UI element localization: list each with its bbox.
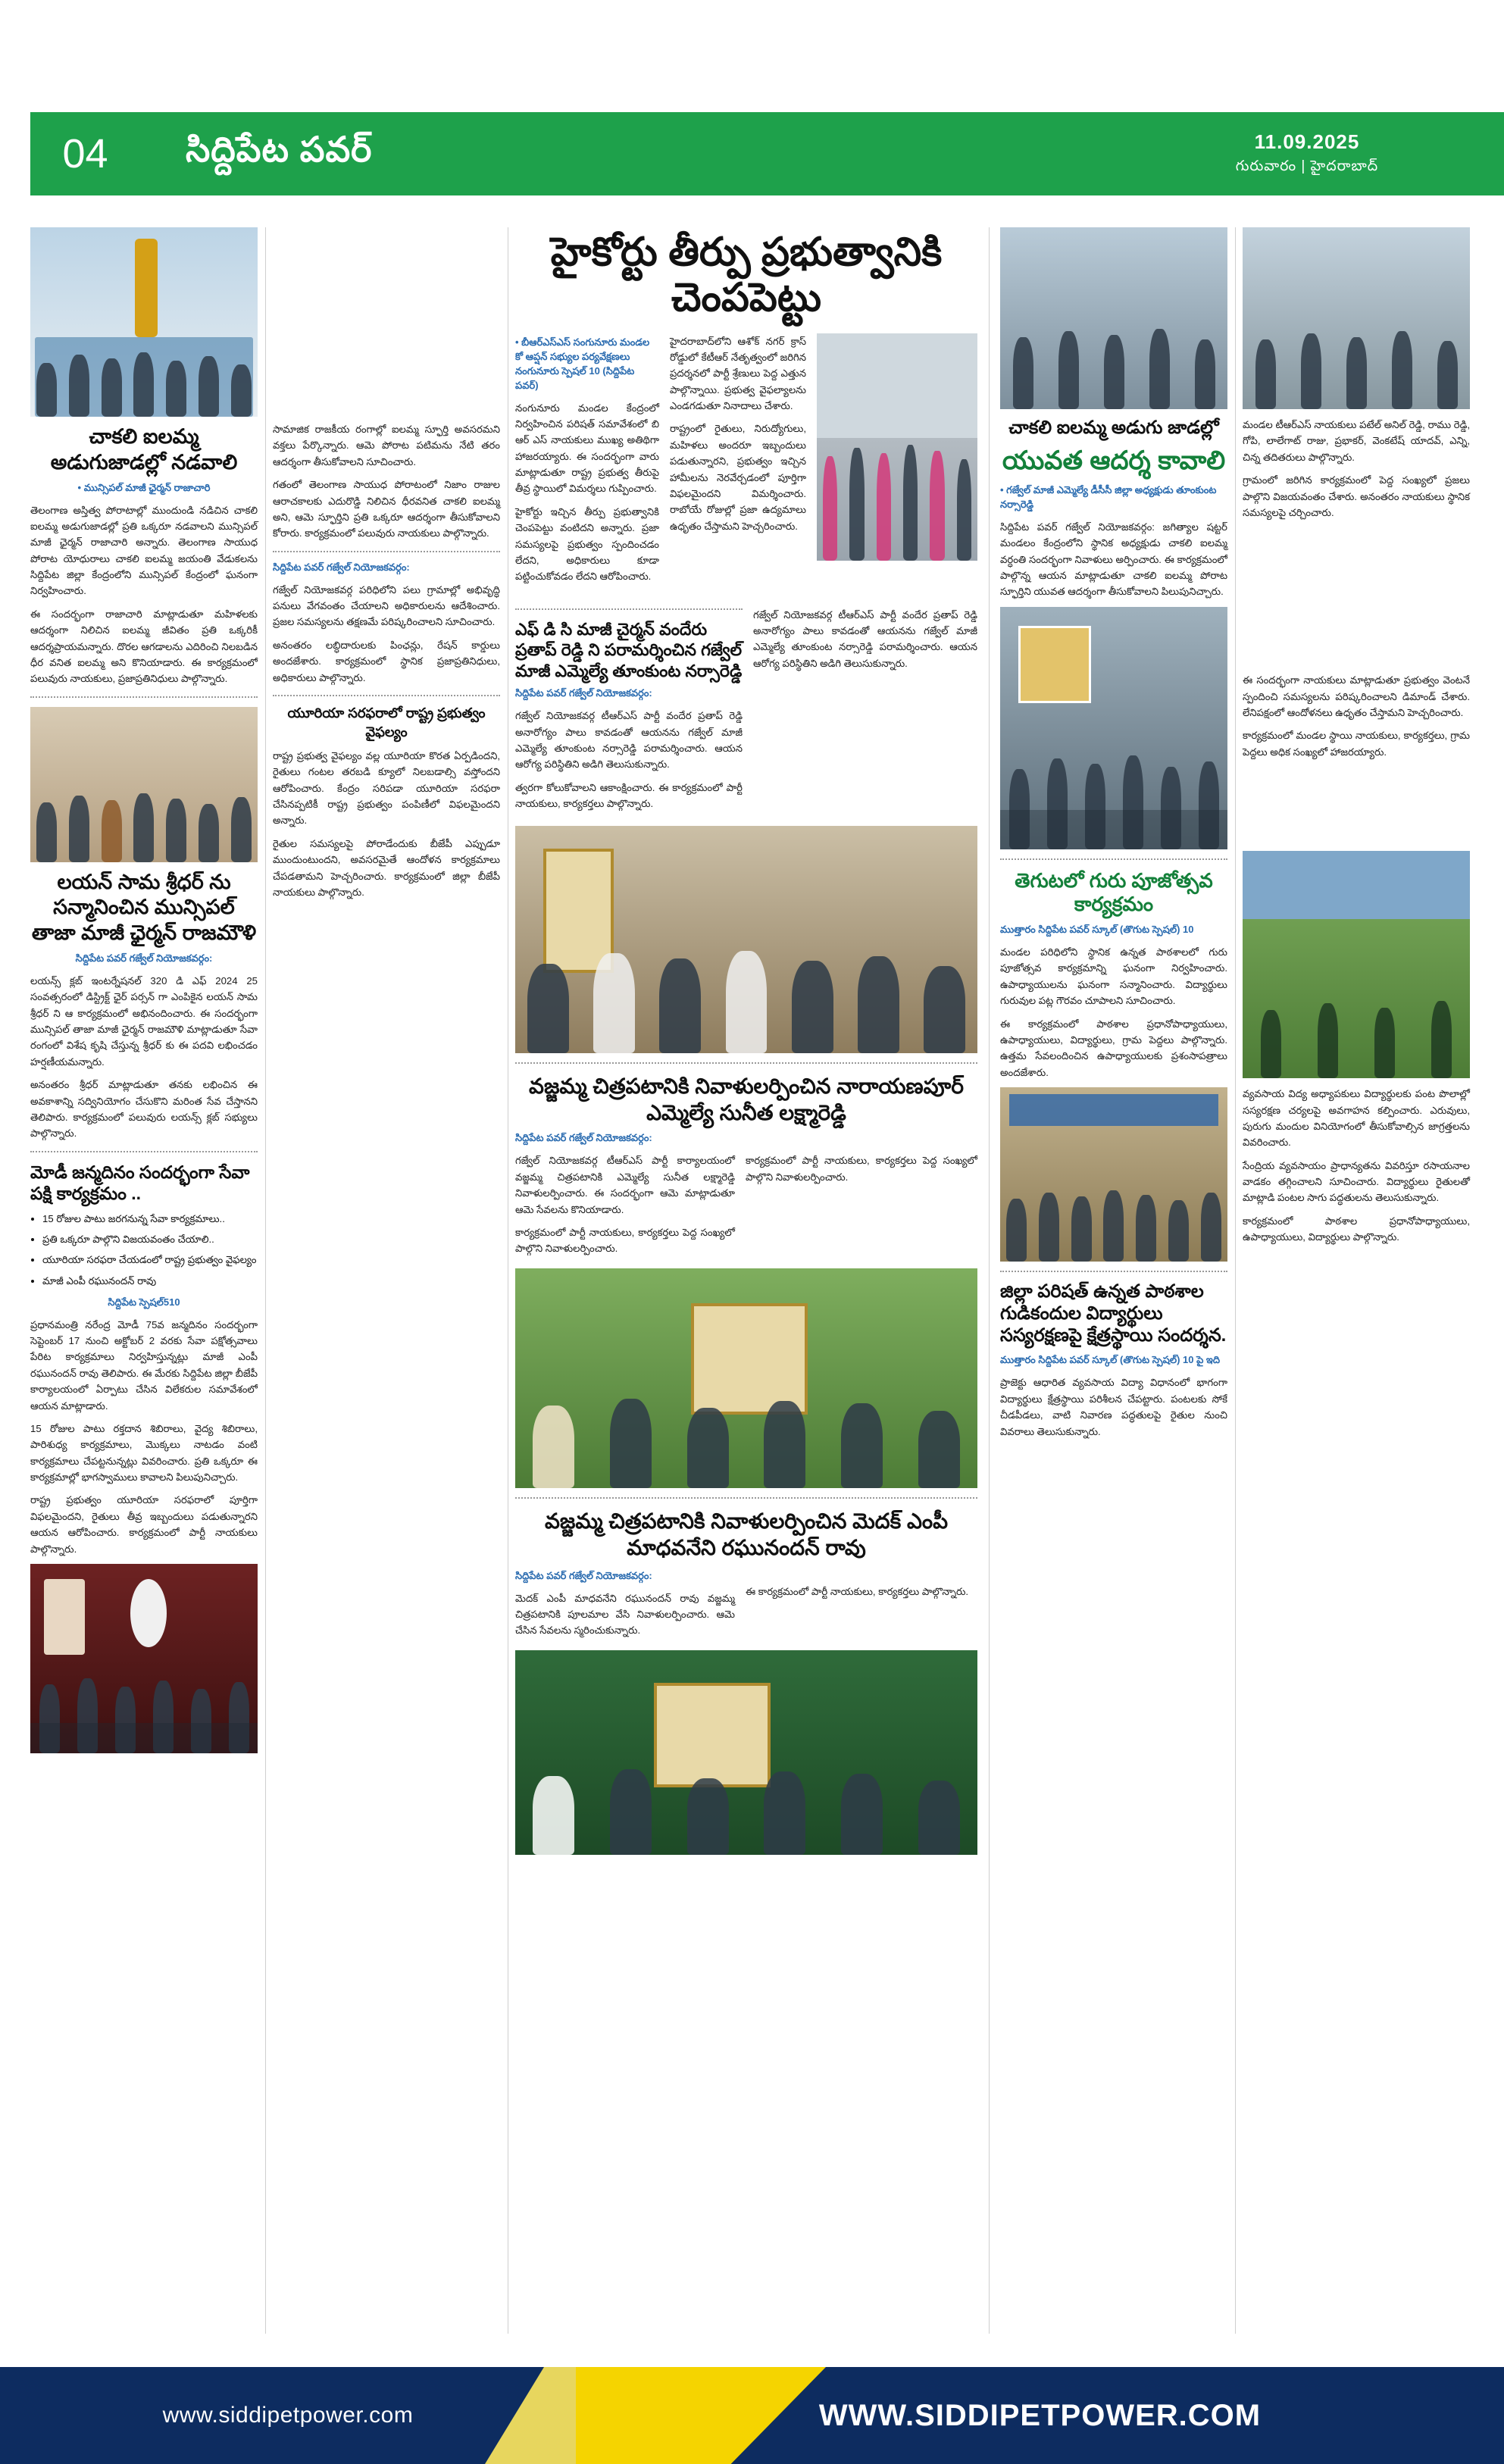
paragraph: సిద్దిపేట పవర్ గజ్వేల్ నియోజకవర్గం: జగిత్యాల షట్టర్ మండలం కేంద్రంలోని స్థానిక అధ్యక్షుడు చాకలి ఐలమ్మ వర్ధంతి సందర్భంగా నివాళులు అర్పించారు. ఈ కార్యక్రమంలో పాల్గొన్న ఆయన మాట్లాడుతూ చాకలి ఐలమ్మ పోరాట స్ఫూర్తిని యువత ఆదర్శంగా తీసుకోవాలని పిలుపునిచ్చారు. xyxy=(1000,521,1227,598)
paragraph: గజ్వేల్ నియోజకవర్గ టీఆర్ఎస్ పార్టీ వందేర ప్రతాప్ రెడ్డి అనారోగ్యం పాలు కావడంతో ఆయనను గజ్వేల్ మాజీ ఎమ్మెల్యే తూంకుంట నర్సారెడ్డి పరామర్శించారు. ఆయన ఆరోగ్య పరిస్థితిని అడిగి తెలుసుకున్నారు. xyxy=(753,608,977,669)
paragraph: మెదక్ ఎంపీ మాధవనేని రఘునందన్ రావు వజ్జమ్మ చిత్రపటానికి పూలమాల వేసి నివాళులర్పించారు. ఆమె చేసిన సేవలను స్మరించుకున్నారు. xyxy=(515,1592,735,1637)
photo-field-visit xyxy=(1243,851,1470,1078)
headline-c4-1-line2: యువత ఆదర్శ కావాలి xyxy=(1002,446,1226,475)
paragraph: 15 రోజుల పాటు రక్తదాన శిబిరాలు, వైద్య శిబిరాలు, పారిశుధ్య కార్యక్రమాలు, మొక్కలు నాటడం వంటి కార్యక్రమాలు చేపట్టనున్నట్లు వివరించారు. ప్రతి ఒక్కరూ ఈ కార్యక్రమాల్లో భాగస్వాములు కావాలని పిలుపునిచ్చారు. xyxy=(30,1422,258,1483)
list-item: • యూరియా సరఫరా చేయడంలో రాష్ట్ర ప్రభుత్వం వైఫల్యం xyxy=(42,1252,258,1268)
divider xyxy=(515,1062,977,1064)
column-2 xyxy=(273,227,500,907)
divider xyxy=(515,1497,977,1499)
column-1 xyxy=(30,227,258,1753)
article-body-c4-2 xyxy=(1000,944,1227,1080)
paragraph: మండల టీఆర్ఎస్ నాయకులు పటేల్ అనిల్ రెడ్డి, రాము రెడ్డి, గోపి, లాలేగాట్ రాజు, ప్రభాకర్, వెంకటేష్ యాదవ్, ఎన్ని, చిన్న తదితరులు పాల్గొన్నారు. xyxy=(1243,419,1470,463)
photo-felicitation xyxy=(30,707,258,862)
article-body-c3-2b xyxy=(753,607,977,672)
byline-c2-1: సిద్దిపేట పవర్ గజ్వేల్ నియోజకవర్గం: xyxy=(273,561,410,573)
article-body-c2-2 xyxy=(273,582,500,686)
article-body-c5-3 xyxy=(1243,1086,1470,1245)
list-item: • 15 రోజుల పాటు జరగనున్న సేవా కార్యక్రమాలు.. xyxy=(42,1211,258,1227)
byline-3: సిద్దిపేట స్పెషల్510 xyxy=(108,1296,180,1308)
divider xyxy=(515,608,743,610)
byline-c3-2: సిద్దిపేట పవర్ గజ్వేల్ నియోజకవర్గం: xyxy=(515,687,652,699)
paragraph: లయన్స్ క్లబ్ ఇంటర్నేషనల్ 320 డి ఎఫ్ 2024 25 సంవత్సరంలో డిస్ట్రిక్ట్ ఛైర్ పర్సన్ గా ఎంపికైన లయన్ సామ శ్రీధర్ ని ఆ కార్యక్రమంలో అభినందించారు. ఈ సందర్భంగా మున్సిపల్ తాజా మాజీ ఛైర్మన్ రాజమౌళి మాట్లాడుతూ సేవా రంగంలో విశేష కృషి చేస్తున్న శ్రీధర్ కు ఈ పదవి లభించడం హర్షణీయమన్నారు. xyxy=(30,974,258,1068)
paragraph: ఈ సందర్భంగా రాజాచారి మాట్లాడుతూ మహిళలకు ఆదర్శంగా నిలిచిన ఐలమ్మ జీవితం ప్రతి ఒక్కరికీ ఆదర్శప్రాయమన్నారు. దొరల ఆగడాలను ఎదిరించి నిలబడిన ధీర వనిత ఐలమ్మ అని కొనియాడారు. ఈ కార్యక్రమంలో పలువురు నాయకులు, ప్రజాప్రతినిధులు పాల్గొన్నారు. xyxy=(30,608,258,685)
paragraph: రాష్ట్ర ప్రభుత్వ వైఫల్యం వల్ల యూరియా కొరత ఏర్పడిందని, రైతులు గంటల తరబడి క్యూలో నిలబడాల్సి వస్తోందని ఆరోపించారు. కేంద్రం సరిపడా యూరియా సరఫరా చేసినప్పటికీ రాష్ట్ర ప్రభుత్వం పంపిణీలో విఫలమైందని అన్నారు. xyxy=(273,749,500,827)
list-item: • ప్రతి ఒక్కరూ పాల్గొని విజయవంతం చేయాలి.. xyxy=(42,1231,258,1247)
article-body-c3-4b xyxy=(746,1584,977,1599)
article-body-2 xyxy=(30,973,258,1142)
headline-c4-2: తెగుటలో గురు పూజోత్సవ కార్యక్రమం xyxy=(1015,868,1213,915)
article-body-1 xyxy=(30,502,258,687)
headline-vajjamma-raghunandan: వజ్జమ్మ చిత్రపటానికి నివాళులర్పించిన మెదక్ ఎంపీ మాధవనేని రఘునందన్ రావు xyxy=(545,1509,948,1559)
photo-visit-group xyxy=(515,826,977,1053)
paragraph: నంగునూరు మండల కేంద్రంలో నిర్వహించిన పరిషత్ సమావేశంలో బి ఆర్ ఎస్ నాయకులు ముఖ్య అతిథిగా హాజరయ్యారు. ఈ సందర్భంగా వారు మాట్లాడుతూ రాష్ట్ర ప్రభుత్వ తీరుపై తీవ్ర స్థాయిలో విమర్శలు గుప్పించారు. xyxy=(515,402,659,495)
headline-vajjamma-sunitha: వజ్జమ్మ చిత్రపటానికి నివాళులర్పించిన నారాయణపూర్ ఎమ్మెల్యే సునీత లక్ష్మారెడ్డి xyxy=(529,1074,964,1125)
paragraph: వ్యవసాయ విద్య అధ్యాపకులు విద్యార్థులకు పంట పొలాల్లో సస్యరక్షణ చర్యలపై అవగాహన కల్పించారు. ఎరువులు, పురుగు మందుల వినియోగంలో తీసుకోవాల్సిన జాగ్రత్తలను వివరించారు. xyxy=(1243,1088,1470,1149)
footer-url-right[interactable]: WWW.SIDDIPETPOWER.COM xyxy=(818,2398,1262,2432)
byline-2: సిద్దిపేట పవర్ గజ్వేల్ నియోజకవర్గం: xyxy=(75,952,213,964)
paragraph: రాష్ట్ర ప్రభుత్వం యూరియా సరఫరాలో పూర్తిగా విఫలమైందని, రైతులు తీవ్ర ఇబ్బందులు పడుతున్నారని ఆయన ఆరోపించారు. కార్యక్రమంలో పార్టీ నాయకులు పాల్గొన్నారు. xyxy=(30,1494,258,1555)
paragraph: రైతుల సమస్యలపై పోరాడేందుకు బీజేపీ ఎప్పుడూ ముందుంటుందని, అవసరమైతే ఆందోళన కార్యక్రమాలు చేపడతామని హెచ్చరించారు. కార్యక్రమంలో జిల్లా బీజేపీ నాయకులు పాల్గొన్నారు. xyxy=(273,837,500,898)
article-body-c5-2 xyxy=(1243,672,1470,760)
paragraph: మండల పరిధిలోని స్థానిక ఉన్నత పాఠశాలలో గురు పూజోత్సవ కార్యక్రమాన్ని ఘనంగా నిర్వహించారు. ఉపాధ్యాయులను ఘనంగా సన్మానించారు. విద్యార్థులు గురువుల పట్ల గౌరవం చూపాలని సూచించారు. xyxy=(1000,946,1227,1007)
photo-procession xyxy=(1000,607,1227,849)
paragraph: హైకోర్టు ఇచ్చిన తీర్పు ప్రభుత్వానికి చెంపపెట్టు వంటిదని అన్నారు. ప్రజా సమస్యలపై ప్రభుత్వం స్పందించడం లేదని, అధికారులు కూడా పట్టించుకోవడం లేదని ఆరోపించారు. xyxy=(515,505,659,583)
main-headline: హైకోర్టు తీర్పు ప్రభుత్వానికి చెంపపెట్టు xyxy=(550,230,943,320)
divider xyxy=(30,1151,258,1152)
headline-fdc-chairman-visit: ఎఫ్ డి సి మాజీ చైర్మన్ వందేరు ప్రతాప్ రెడ్డి ని పరామర్శించిన గజ్వేల్ మాజీ ఎమ్మెల్యే తూంకుంట నర్సారెడ్డి xyxy=(515,619,743,680)
article-body-c2-top xyxy=(273,421,500,542)
paragraph: రాష్ట్రంలో రైతులు, నిరుద్యోగులు, మహిళలు అందరూ ఇబ్బందులు పడుతున్నారని, ప్రభుత్వం ఇచ్చిన హామీలను నెరవేర్చడంలో పూర్తిగా విఫలమైందని విమర్శించారు. రాబోయే రోజుల్లో ప్రజా ఉద్యమాలు ఉధృతం చేస్తామని హెచ్చరించారు. xyxy=(670,423,806,532)
photo-tribute-portrait-1 xyxy=(515,1268,977,1488)
paragraph: ఈ కార్యక్రమంలో పాఠశాల ప్రధానోపాధ్యాయులు, ఉపాధ్యాయులు, విద్యార్థులు, గ్రామ పెద్దలు పాల్గొన్నారు. ఉత్తమ సేవలందించిన ఉపాధ్యాయులకు ప్రశంసాపత్రాలు అందజేశారు. xyxy=(1000,1018,1227,1078)
paragraph: కార్యక్రమంలో మండల స్థాయి నాయకులు, కార్యకర్తలు, గ్రామ పెద్దలు అధిక సంఖ్యలో హాజరయ్యారు. xyxy=(1243,730,1470,758)
paragraph: హైదరాబాద్‌లోని ఆశోక్ నగర్ క్రాస్ రోడ్డులో కేటీఆర్ నేతృత్వంలో జరిగిన ప్రదర్శనలో పార్టీ శ్రేణులు పెద్ద ఎత్తున పాల్గొన్నాయి. ప్రభుత్వ వైఫల్యాలను ఎండగడుతూ నినాదాలు చేశారు. xyxy=(670,335,806,412)
byline-c3-3: సిద్దిపేట పవర్ గజ్వేల్ నియోజకవర్గం: xyxy=(515,1132,652,1144)
article-body-c5-1 xyxy=(1243,417,1470,521)
paragraph: సేంద్రియ వ్యవసాయం ప్రాధాన్యతను వివరిస్తూ రసాయనాల వాడకం తగ్గించాలని సూచించారు. విద్యార్థులు రైతులతో మాట్లాడి పంటల సాగు పద్ధతులను తెలుసుకున్నారు. xyxy=(1243,1159,1470,1204)
footer-url-left[interactable]: www.siddipetpower.com xyxy=(162,2403,414,2428)
column-4 xyxy=(1000,227,1227,1446)
divider xyxy=(273,695,500,696)
divider xyxy=(273,551,500,552)
photo-brs-leaders-group xyxy=(817,333,977,561)
paragraph: గజ్వేల్ నియోజకవర్గ పరిధిలోని పలు గ్రామాల్లో అభివృద్ధి పనులు వేగవంతం చేయాలని అధికారులను ఆదేశించారు. ప్రజల సమస్యలను తక్షణమే పరిష్కరించాలని సూచించారు. xyxy=(273,583,500,628)
paragraph: కార్యక్రమంలో పార్టీ నాయకులు, కార్యకర్తలు పెద్ద సంఖ్యలో పాల్గొని నివాళులర్పించారు. xyxy=(746,1155,977,1183)
headline-chakali-ailamma: చాకలి ఐలమ్మ అడుగుజాడల్లో నడవాలి xyxy=(50,425,238,474)
paragraph: అనంతరం లబ్ధిదారులకు పింఛన్లు, రేషన్ కార్డులు అందజేశారు. కార్యక్రమంలో స్థానిక ప్రజాప్రతినిధులు, అధికారులు పాల్గొన్నారు. xyxy=(273,639,500,683)
divider xyxy=(1000,1271,1227,1272)
article-body-c4-1 xyxy=(1000,519,1227,600)
column-rule xyxy=(265,227,266,2334)
paragraph: ప్రధానమంత్రి నరేంద్ర మోడీ 75వ జన్మదినం సందర్భంగా సెప్టెంబర్ 17 నుంచి అక్టోబర్ 2 వరకు సేవా పక్షోత్సవాలు పేరిట కార్యక్రమాలు నిర్వహిస్తున్నట్లు మాజీ ఎంపీ రఘునందన్ రావు తెలిపారు. ఈ మేరకు సిద్దిపేట జిల్లా బీజేపీ కార్యాలయంలో ఏర్పాటు చేసిన విలేకరుల సమావేశంలో ఆయన మాట్లాడారు. xyxy=(30,1318,258,1412)
byline-c3-4: సిద్దిపేట పవర్ గజ్వేల్ నియోజకవర్గం: xyxy=(515,1569,652,1581)
photo-tribute-portrait-2 xyxy=(515,1650,977,1855)
paragraph: ఈ సందర్భంగా నాయకులు మాట్లాడుతూ ప్రభుత్వం వెంటనే స్పందించి సమస్యలను పరిష్కరించాలని డిమాండ్ చేశారు. లేనిపక్షంలో ఆందోళనలు ఉధృతం చేస్తామని హెచ్చరించారు. xyxy=(1243,674,1470,718)
article-body-c2-3 xyxy=(273,748,500,900)
headline-c4-3: జిల్లా పరిషత్ ఉన్నత పాఠశాల గుడికందుల విద్యార్థులు సస్యరక్షణపై క్షేత్రస్థాయి సందర్శన. xyxy=(1000,1281,1227,1346)
masthead-date: 11.09.2025 xyxy=(1254,130,1360,153)
footer-bar xyxy=(0,2367,1504,2464)
paragraph: సామాజిక రాజకీయ రంగాల్లో ఐలమ్మ స్ఫూర్తి అవసరమని వక్తలు పేర్కొన్నారు. ఆమె పోరాట పటిమను నేటి తరం ఆదర్శంగా తీసుకోవాలని సూచించారు. xyxy=(273,424,500,467)
byline-1: • మున్సిపల్ మాజీ ఛైర్మన్ రాజాచారి xyxy=(77,481,211,493)
lead-body-mid xyxy=(670,333,806,535)
article-body-c3-2 xyxy=(515,708,743,811)
column-3 xyxy=(515,227,977,1855)
masthead-page-number xyxy=(30,112,140,195)
headline-modi-seva-paksham: మోడీ జన్మదినం సందర్భంగా సేవా పక్షి కార్యక్రమం .. xyxy=(30,1162,250,1204)
paragraph: ఈ కార్యక్రమంలో పార్టీ నాయకులు, కార్యకర్తలు పాల్గొన్నారు. xyxy=(746,1585,969,1597)
list-item: • మాజీ ఎంపీ రఘునందన్ రావు xyxy=(42,1273,258,1289)
headline-c4-1-line1: చాకలి ఐలమ్మ అడుగు జాడల్లో xyxy=(1008,417,1219,438)
divider xyxy=(30,696,258,698)
masthead-title-bar xyxy=(140,112,1110,195)
lead-bullet: • బీఆర్ఎస్ఎస్ సంగునూరు మండల కో ఆప్షన్ సభ్యుల పర్యవేక్షణలు నంగునూరు స్పెషల్ 10 (సిద్దిపేట పవర్) xyxy=(515,336,650,391)
masthead-subline: గురువారం | హైదరాబాద్ xyxy=(1235,158,1379,174)
column-rule xyxy=(989,227,990,2334)
byline-c4-2: ముత్తారం సిద్దిపేట పవర్ స్కూల్ (తొగుట స్పెషల్) 10 xyxy=(1000,924,1194,936)
byline-c4-1: • గజ్వేల్ మాజీ ఎమ్మెల్యే డీసీసీ జిల్లా అధ్యక్షుడు తూంకుంట నర్సారెడ్డి xyxy=(1000,483,1217,510)
page-number-text: 04 xyxy=(62,131,108,177)
article-body-c3-3b xyxy=(746,1152,977,1185)
top-margin xyxy=(0,0,1504,112)
paragraph: అనంతరం శ్రీధర్ మాట్లాడుతూ తనకు లభించిన ఈ అవకాశాన్ని సద్వినియోగం చేసుకొని మరింత సేవ చేస్తానని తెలిపారు. కార్యక్రమంలో పలువురు లయన్స్ క్లబ్ సభ్యులు పాల్గొన్నారు. xyxy=(30,1079,258,1140)
photo-school-group xyxy=(1000,1087,1227,1262)
paragraph: గ్రామంలో జరిగిన కార్యక్రమంలో పెద్ద సంఖ్యలో ప్రజలు పాల్గొని విజయవంతం చేశారు. అనంతరం నాయకులు స్థానిక సమస్యలపై చర్చించారు. xyxy=(1243,474,1470,518)
masthead-title: సిద్దిపేట పవర్ xyxy=(186,130,373,169)
article-body-c4-3 xyxy=(1000,1374,1227,1440)
paragraph: ప్రాజెక్టు ఆధారిత వ్యవసాయ విద్యా విధానంలో భాగంగా విద్యార్థులు క్షేత్రస్థాయి పరిశీలన చేపట్టారు. పంటలకు సోకే చీడపీడలు, వాటి నివారణ పద్ధతులపై రైతుల నుంచి వివరాలు తెలుసుకున్నారు. xyxy=(1000,1377,1227,1437)
subheading-urea: యూరియా సరఫరాలో రాష్ట్ర ప్రభుత్వం వైఫల్యం xyxy=(287,705,486,740)
masthead xyxy=(0,112,1504,195)
column-rule xyxy=(1235,227,1236,2334)
paragraph: గతంలో తెలంగాణ సాయుధ పోరాటంలో నిజాం రాజుల ఆరాచకాలకు ఎదురొడ్డి నిలిచిన ధీరవనిత చాకలి ఐలమ్మ అని, ఆమె స్ఫూర్తిని ప్రతి ఒక్కరూ ఆదర్శంగా తీసుకోవాలని కోరారు. కార్యక్రమంలో పలువురు నాయకులు పాల్గొన్నారు. xyxy=(273,479,500,539)
photo-bjp-press-meet xyxy=(30,1564,258,1753)
paragraph: తెలంగాణ అస్తిత్వ పోరాటాల్లో ముందుండి నడిచిన చాకలి ఐలమ్మ అడుగుజాడల్లో ప్రతి ఒక్కరూ నడవాలని మున్సిపల్ మాజీ ఛైర్మన్ రాజాచారి అన్నారు. తెలంగాణ సాయుధ పోరాట యోధురాలు చాకలి ఐలమ్మ జయంతి వేడుకలను సిద్దిపేట జిల్లా కేంద్రంలోని మున్సిపల్ కేంద్రంలో ఘనంగా నిర్వహించారు. xyxy=(30,504,258,597)
photo-leaders-office xyxy=(1000,227,1227,409)
lead-body-left xyxy=(515,400,659,585)
paragraph: గజ్వేల్ నియోజకవర్గ టీఆర్ఎస్ పార్టీ వందేర ప్రతాప్ రెడ్డి అనారోగ్యం పాలు కావడంతో ఆయనను గజ్వేల్ మాజీ ఎమ్మెల్యే తూంకుంట నర్సారెడ్డి పరామర్శించారు. ఆయన ఆరోగ్య పరిస్థితిని అడిగి తెలుసుకున్నారు. xyxy=(515,710,743,771)
bullet-list-modi xyxy=(42,1211,258,1289)
article-body-3 xyxy=(30,1317,258,1557)
paragraph: కార్యక్రమంలో పాఠశాల ప్రధానోపాధ్యాయులు, ఉపాధ్యాయులు, విద్యార్థులు పాల్గొన్నారు. xyxy=(1243,1215,1470,1243)
photo-statue-unveiling xyxy=(30,227,258,417)
byline-c4-3: ముత్తారం సిద్దిపేట పవర్ స్కూల్ (తొగుట స్పెషల్) 10 పై ఇది xyxy=(1000,1354,1221,1366)
headline-lions-sridhar: లయన్ సామ శ్రీధర్ ను సన్మానించిన మున్సిపల్ తాజా మాజీ ఛైర్మన్ రాజమౌళి xyxy=(31,870,257,945)
paragraph: గజ్వేల్ నియోజకవర్గ టీఆర్ఎస్ పార్టీ కార్యాలయంలో వజ్జమ్మ చిత్రపటానికి ఎమ్మెల్యే సునీత లక్ష్మారెడ్డి నివాళులర్పించారు. ఈ సందర్భంగా ఆమె మాట్లాడుతూ ఆమె సేవలను కొనియాడారు. xyxy=(515,1155,735,1215)
paragraph: త్వరగా కోలుకోవాలని ఆకాంక్షించారు. ఈ కార్యక్రమంలో పార్టీ నాయకులు, కార్యకర్తలు పాల్గొన్నారు. xyxy=(515,781,743,810)
paragraph: కార్యక్రమంలో పార్టీ నాయకులు, కార్యకర్తలు పెద్ద సంఖ్యలో పాల్గొని నివాళులర్పించారు. xyxy=(515,1226,735,1255)
divider xyxy=(1000,858,1227,860)
masthead-date-block xyxy=(1110,112,1504,195)
column-5 xyxy=(1243,227,1470,1252)
article-body-c3-4 xyxy=(515,1590,735,1639)
article-body-c3-3 xyxy=(515,1152,735,1256)
photo-leaders-outdoor xyxy=(1243,227,1470,409)
